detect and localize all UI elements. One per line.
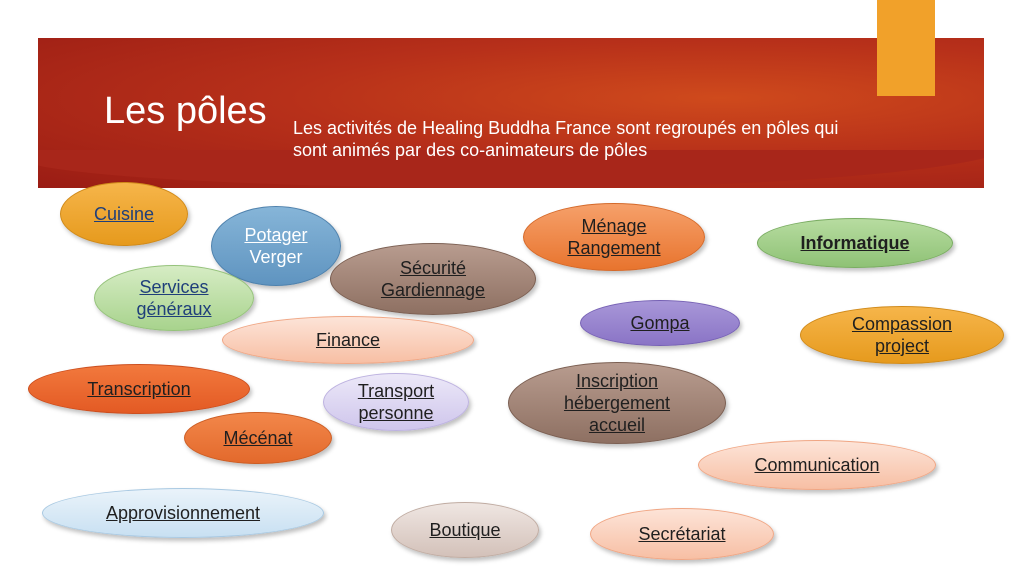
pole-services-generaux[interactable] [94, 265, 254, 331]
pole-approvisionnement-label[interactable]: Approvisionnement [105, 503, 261, 523]
pole-transcription-label[interactable]: Transcription [87, 379, 191, 399]
pole-transcription[interactable] [28, 364, 250, 414]
pole-transport-line1[interactable]: Transport [357, 381, 435, 401]
pole-approvisionnement[interactable] [42, 488, 324, 538]
pole-gompa-label[interactable]: Gompa [630, 313, 690, 333]
pole-communication[interactable] [698, 440, 936, 490]
pole-securite-line2[interactable]: Gardiennage [380, 280, 486, 300]
pole-services-line1[interactable]: Services [139, 277, 209, 297]
pole-gompa[interactable] [580, 300, 740, 346]
pole-secretariat-label[interactable]: Secrétariat [638, 524, 726, 544]
pole-secretariat[interactable] [590, 508, 774, 560]
pole-compassion-project[interactable] [800, 306, 1004, 364]
pole-menage-line1[interactable]: Ménage [581, 216, 647, 236]
pole-mecenat[interactable] [184, 412, 332, 464]
pole-cuisine-label[interactable]: Cuisine [93, 204, 155, 224]
pole-inscription-line1[interactable]: Inscription [575, 371, 659, 391]
pole-menage[interactable] [523, 203, 705, 271]
pole-boutique-label[interactable]: Boutique [429, 520, 501, 540]
pole-inscription-line2[interactable]: hébergement [563, 393, 671, 413]
pole-menage-line2[interactable]: Rangement [567, 238, 661, 258]
pole-services-line2[interactable]: généraux [136, 299, 212, 319]
slide-subtitle: Les activités de Healing Buddha France sont regroupés en pôles qui sont animés par des co-animateurs de pôles [293, 118, 839, 160]
pole-transport[interactable] [323, 373, 469, 431]
pole-inscription-line3[interactable]: accueil [588, 415, 646, 435]
pole-compassion-line1[interactable]: Compassion [851, 314, 953, 334]
pole-securite-line1[interactable]: Sécurité [399, 258, 467, 278]
pole-cuisine[interactable] [60, 182, 188, 246]
pole-transport-line2[interactable]: personne [358, 403, 434, 423]
pole-finance[interactable] [222, 316, 474, 364]
pole-boutique[interactable] [391, 502, 539, 558]
pole-potager-label[interactable]: Potager [244, 225, 308, 245]
pole-informatique[interactable] [757, 218, 953, 268]
pole-compassion-line2[interactable]: project [874, 336, 930, 356]
pole-communication-label[interactable]: Communication [754, 455, 880, 475]
pole-verger-label: Verger [249, 247, 303, 267]
pole-finance-label[interactable]: Finance [315, 330, 381, 350]
accent-tab [877, 0, 935, 96]
pole-informatique-label[interactable]: Informatique [800, 233, 910, 253]
slide-title: Les pôles [104, 90, 267, 132]
pole-mecenat-label[interactable]: Mécénat [223, 428, 293, 448]
pole-securite[interactable] [330, 243, 536, 315]
pole-inscription[interactable] [508, 362, 726, 444]
